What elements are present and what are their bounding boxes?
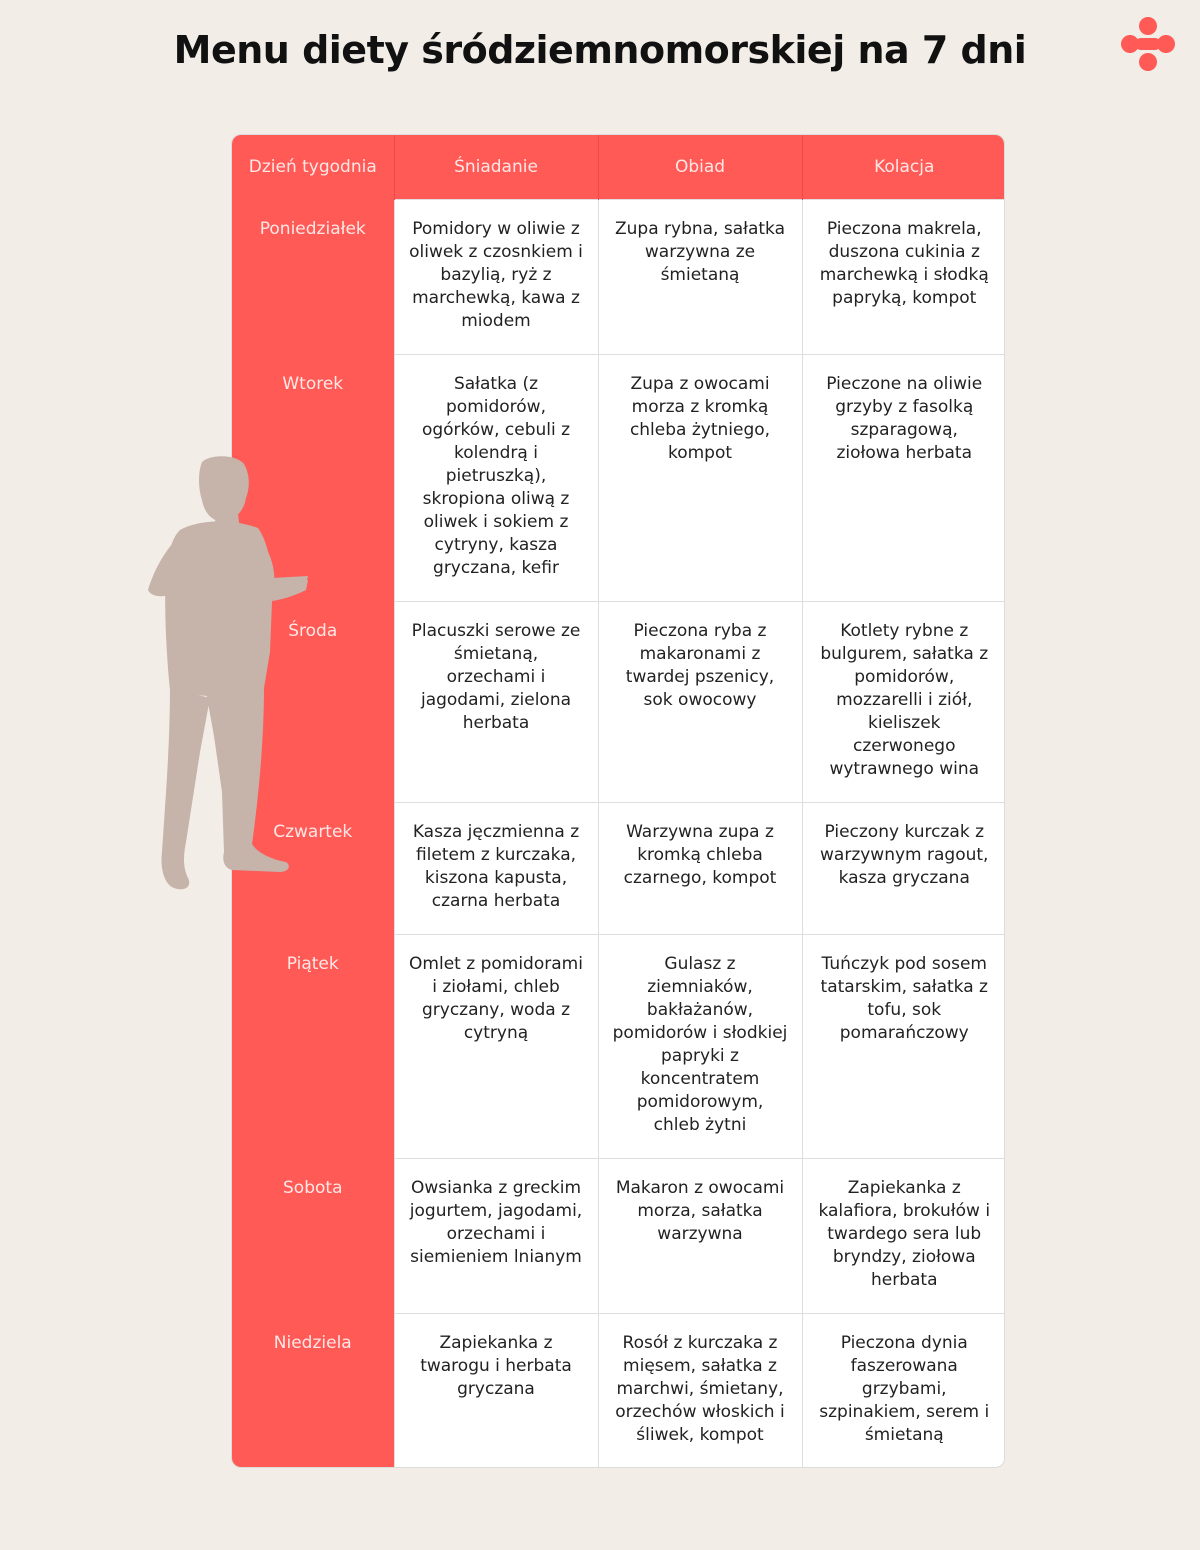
day-cell: Poniedziałek (232, 200, 394, 355)
breakfast-cell: Owsianka z greckim jogurtem, jagodami, orzechami i siemieniem lnianym (394, 1159, 598, 1314)
breakfast-cell: Omlet z pomidorami i ziołami, chleb gryczany, woda z cytryną (394, 935, 598, 1159)
day-cell: Sobota (232, 1159, 394, 1314)
breakfast-cell: Placuszki serowe ze śmietaną, orzechami i jagodami, zielona herbata (394, 602, 598, 803)
table-row (232, 355, 1005, 602)
day-cell: Piątek (232, 935, 394, 1159)
table-row (232, 1159, 1005, 1314)
dinner-cell: Kotlety rybne z bulgurem, sałatka z pomidorów, mozzarelli i ziół, kieliszek czerwonego wytrawnego wina (802, 602, 1005, 803)
lunch-cell: Zupa rybna, sałatka warzywna ze śmietaną (598, 200, 802, 355)
dinner-cell: Pieczone na oliwie grzyby z fasolką szparagową, ziołowa herbata (802, 355, 1005, 602)
dinner-cell: Pieczona makrela, duszona cukinia z marchewką i słodką papryką, kompot (802, 200, 1005, 355)
day-cell: Wtorek (232, 355, 394, 602)
breakfast-cell: Kasza jęczmienna z filetem z kurczaka, kiszona kapusta, czarna herbata (394, 803, 598, 935)
header-day: Dzień tygodnia (232, 135, 394, 200)
lunch-cell: Pieczona ryba z makaronami z twardej pszenicy, sok owocowy (598, 602, 802, 803)
table-row (232, 935, 1005, 1159)
person-silhouette-icon (140, 452, 310, 894)
dinner-cell: Tuńczyk pod sosem tatarskim, sałatka z tofu, sok pomarańczowy (802, 935, 1005, 1159)
menu-table (231, 134, 1005, 1468)
table-row (232, 803, 1005, 935)
brand-logo-icon (1118, 16, 1178, 72)
lunch-cell: Makaron z owocami morza, sałatka warzywna (598, 1159, 802, 1314)
header-dinner: Kolacja (802, 135, 1005, 200)
table-row (232, 200, 1005, 355)
dinner-cell: Pieczony kurczak z warzywnym ragout, kasza gryczana (802, 803, 1005, 935)
header-lunch: Obiad (598, 135, 802, 200)
table-row (232, 602, 1005, 803)
table-row (232, 1314, 1005, 1469)
day-cell: Niedziela (232, 1314, 394, 1469)
breakfast-cell: Pomidory w oliwie z oliwek z czosnkiem i bazylią, ryż z marchewką, kawa z miodem (394, 200, 598, 355)
header-breakfast: Śniadanie (394, 135, 598, 200)
breakfast-cell: Zapiekanka z twarogu i herbata gryczana (394, 1314, 598, 1469)
lunch-cell: Warzywna zupa z kromką chleba czarnego, kompot (598, 803, 802, 935)
day-cell: Czwartek (232, 803, 394, 935)
day-cell: Środa (232, 602, 394, 803)
breakfast-cell: Sałatka (z pomidorów, ogórków, cebuli z kolendrą i pietruszką), skropiona oliwą z oliwek i sokiem z cytryny, kasza gryczana, kefir (394, 355, 598, 602)
lunch-cell: Zupa z owocami morza z kromką chleba żytniego, kompot (598, 355, 802, 602)
dinner-cell: Zapiekanka z kalafiora, brokułów i twardego sera lub bryndzy, ziołowa herbata (802, 1159, 1005, 1314)
lunch-cell: Rosół z kurczaka z mięsem, sałatka z marchwi, śmietany, orzechów włoskich i śliwek, kompot (598, 1314, 802, 1469)
dinner-cell: Pieczona dynia faszerowana grzybami, szpinakiem, serem i śmietaną (802, 1314, 1005, 1469)
page-title: Menu diety śródziemnomorskiej na 7 dni (173, 28, 1027, 72)
lunch-cell: Gulasz z ziemniaków, bakłażanów, pomidorów i słodkiej papryki z koncentratem pomidorowym, chleb żytni (598, 935, 802, 1159)
table-header-row (232, 135, 1005, 200)
